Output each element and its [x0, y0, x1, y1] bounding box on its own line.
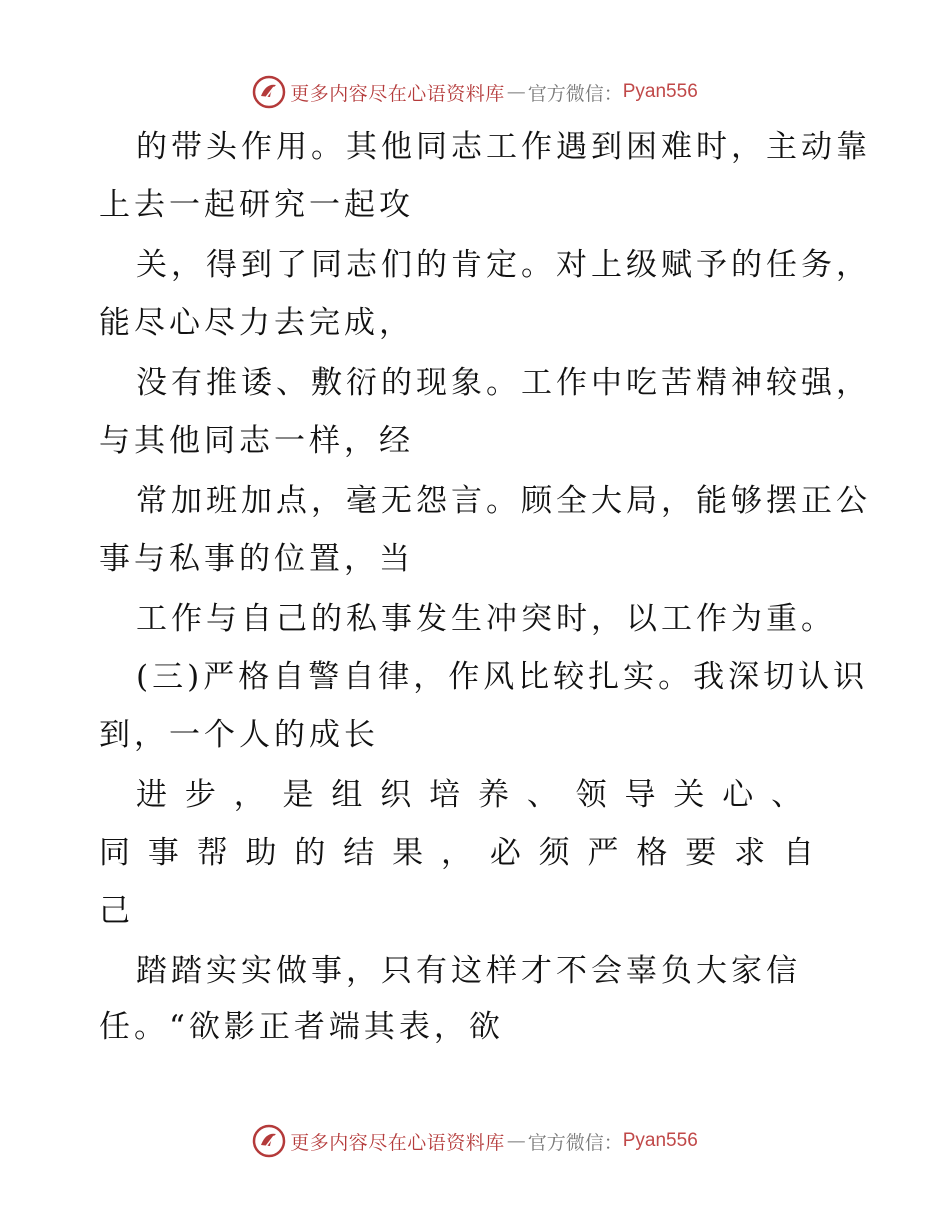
brand-logo-icon [252, 1124, 286, 1158]
body-line: 工作与自己的私事发生冲突时，以工作为重。 [136, 601, 836, 637]
header-wechat-id: Pyan556 [622, 81, 698, 102]
body-line: 任。“欲影正者端其表，欲 [99, 1009, 504, 1045]
body-line: 事与私事的位置，当 [99, 541, 414, 577]
footer-wechat-id: Pyan556 [622, 1130, 698, 1151]
footer-site-text: 更多内容尽在心语资料库 [290, 1131, 505, 1154]
body-line: 上去一起研究一起攻 [99, 187, 414, 223]
body-line: 关，得到了同志们的肯定。对上级赋予的任务， [136, 247, 871, 283]
footer-banner [0, 1121, 950, 1161]
body-line: 踏踏实实做事，只有这样才不会辜负大家信 [136, 953, 801, 989]
body-line: (三)严格自警自律，作风比较扎实。我深切认识 [136, 659, 869, 695]
body-line: 没有推诿、敷衍的现象。工作中吃苦精神较强， [136, 365, 871, 401]
body-line: 常加班加点，毫无怨言。顾全大局，能够摆正公 [136, 483, 871, 519]
body-line: 到，一个人的成长 [99, 717, 379, 753]
body-line: 的带头作用。其他同志工作遇到困难时，主动靠 [136, 129, 871, 165]
header-separator: — [506, 81, 526, 103]
header-wechat-label: 官方微信： [527, 82, 623, 105]
header-site-text: 更多内容尽在心语资料库 [290, 82, 505, 105]
body-line: 能尽心尽力去完成， [99, 305, 414, 341]
body-line: 同 事 帮 助 的 结 果 ， 必 须 严 格 要 求 自 [99, 835, 818, 871]
footer-wechat-label: 官方微信： [527, 1131, 623, 1154]
brand-logo-icon [252, 75, 286, 109]
footer-separator: — [506, 1130, 526, 1152]
body-line: 己 [99, 893, 134, 929]
body-line: 进 步 ， 是 组 织 培 养 、 领 导 关 心 、 [136, 777, 807, 813]
header-banner [0, 72, 950, 112]
body-line: 与其他同志一样，经 [99, 423, 414, 459]
